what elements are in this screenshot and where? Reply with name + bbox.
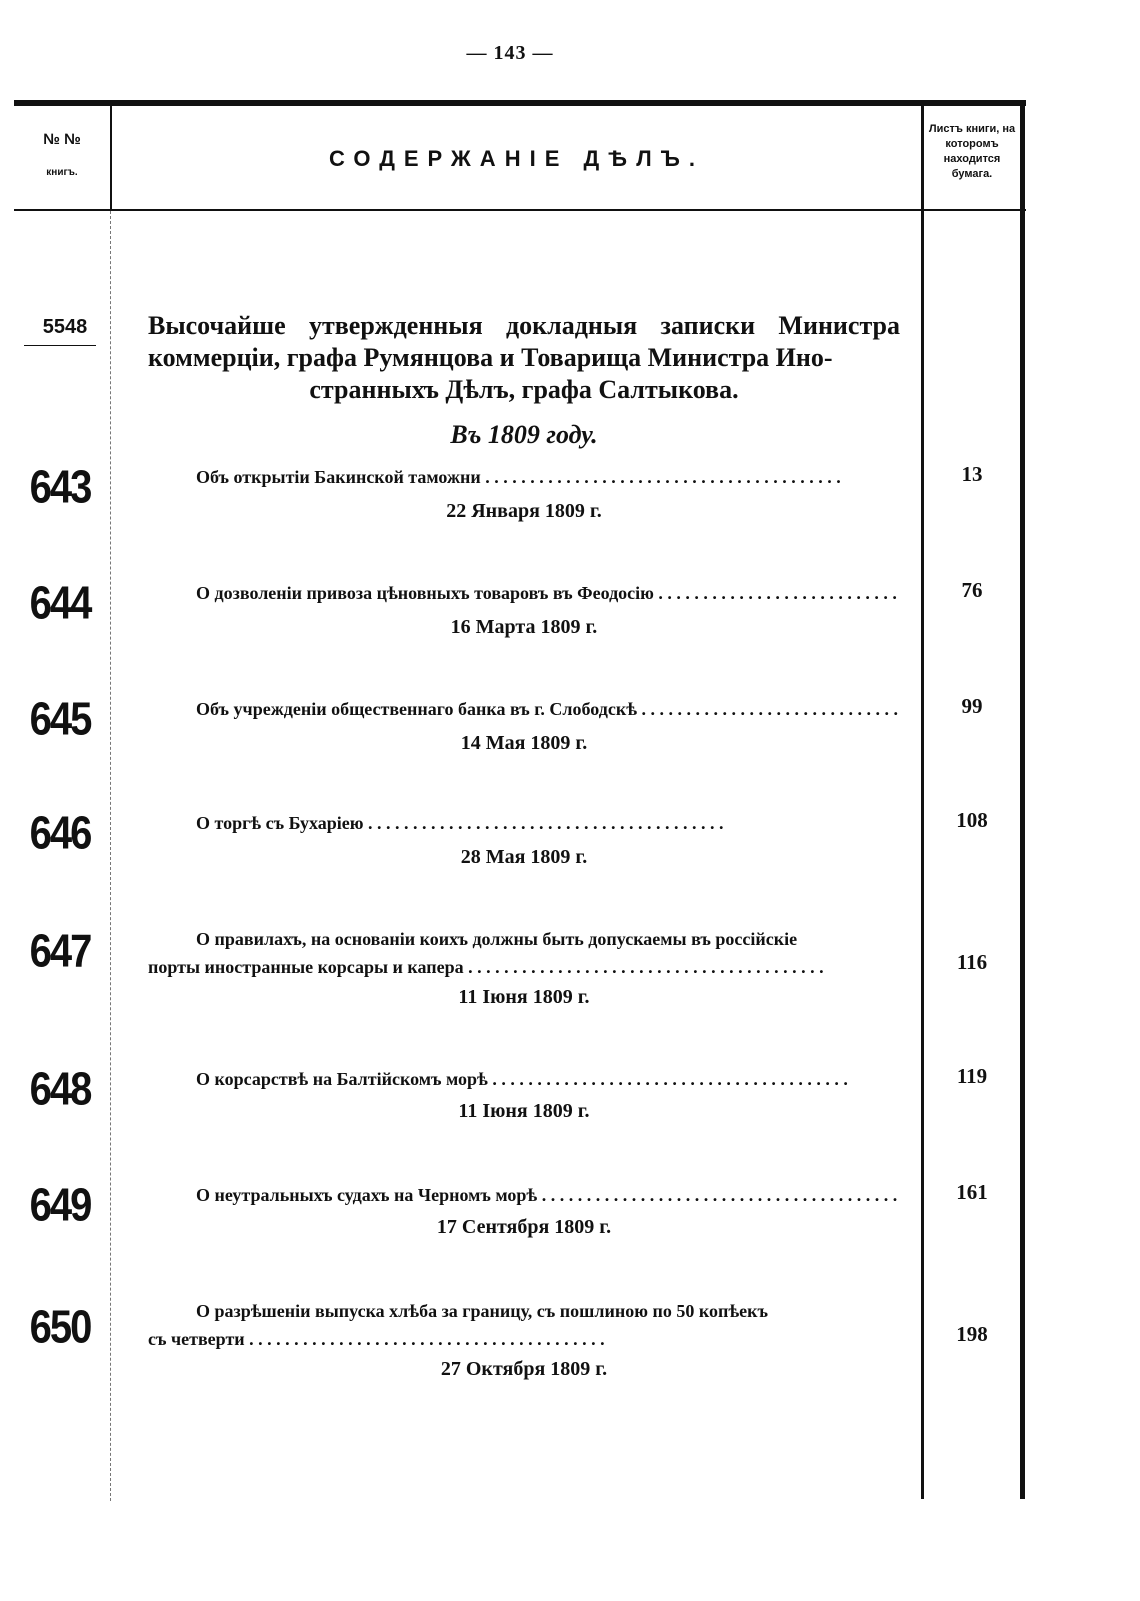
entry-sheet: 13	[961, 462, 983, 486]
entry-650	[0, 1296, 1140, 1396]
section-heading-line2: странныхъ Дѣлъ, графа Салтыкова.	[309, 375, 739, 404]
entry-sheet: 161	[956, 1180, 988, 1204]
entry-number: 645	[29, 694, 91, 745]
entry-number: 647	[29, 926, 91, 977]
header-number-column	[14, 130, 110, 180]
entry-date: 11 Іюня 1809 г.	[458, 986, 590, 1008]
entry-date: 28 Мая 1809 г.	[460, 846, 588, 868]
entry-date: 22 Января 1809 г.	[446, 500, 602, 522]
header-number-label: № №	[43, 131, 81, 148]
entry-648	[0, 1064, 1140, 1174]
entry-645	[0, 694, 1140, 804]
entry-title: О торгѣ съ Бухаріею . . .	[148, 808, 900, 838]
entry-sheet: 108	[956, 808, 988, 832]
year-heading: Въ 1809 году.	[450, 420, 598, 449]
book-number-underline	[24, 345, 96, 346]
section-heading	[148, 310, 900, 406]
top-rule	[14, 100, 1026, 106]
entry-date: 11 Іюня 1809 г.	[458, 1100, 590, 1122]
entry-title-line2: порты иностранные корсары и капера . . .	[148, 952, 900, 982]
entry-number: 650	[29, 1302, 91, 1353]
entry-sheet: 116	[956, 950, 988, 974]
entry-646	[0, 808, 1140, 918]
entry-title: Объ открытіи Бакинской таможни . . .	[148, 462, 900, 492]
book-number: 5548	[42, 316, 88, 338]
entry-647	[0, 924, 1140, 1024]
entry-sheet: 119	[956, 1064, 988, 1088]
entry-title: О неутральныхъ судахъ на Черномъ морѣ . . .	[148, 1180, 900, 1210]
section-heading-line1: Высочайше утвержденныя докладныя записки Министра коммерціи, графа Румянцова и Товарища Министра Ино-	[148, 311, 900, 372]
entry-title-line1: О разрѣшеніи выпуска хлѣба за границу, съ пошлиною по 50 копѣекъ	[196, 1301, 768, 1321]
entry-643	[0, 462, 1140, 572]
entry-number: 643	[29, 462, 91, 513]
entry-sheet: 198	[956, 1322, 988, 1346]
header-number-sublabel: книгъ.	[46, 167, 78, 179]
entry-number: 648	[29, 1064, 91, 1115]
entry-649	[0, 1180, 1140, 1290]
entry-title-line2: съ четверти . . .	[148, 1324, 900, 1354]
entry-date: 14 Мая 1809 г.	[460, 732, 588, 754]
header-content-column: СОДЕРЖАНІЕ ДѢЛЪ.	[329, 146, 704, 171]
entry-644	[0, 578, 1140, 688]
entry-title: О дозволеніи привоза цѣновныхъ товаровъ въ Феодосію . . .	[148, 578, 900, 608]
header-bottom-rule	[14, 209, 1026, 211]
entry-number: 649	[29, 1180, 91, 1231]
page-number: — 143 —	[466, 42, 554, 64]
entry-sheet: 99	[961, 694, 983, 718]
entry-date: 16 Марта 1809 г.	[450, 616, 598, 638]
entry-date: 17 Сентября 1809 г.	[436, 1216, 612, 1238]
entry-number: 646	[29, 808, 91, 859]
entry-title: О корсарствѣ на Балтійскомъ морѣ . . .	[148, 1064, 900, 1094]
entry-sheet: 76	[961, 578, 983, 602]
entry-title-line1: О правилахъ, на основаніи коихъ должны быть допускаемы въ россійскіе	[196, 929, 798, 949]
entry-title: Объ учрежденіи общественнаго банка въ г. Слободскѣ . . .	[148, 694, 900, 724]
entry-date: 27 Октября 1809 г.	[440, 1358, 608, 1380]
entry-number: 644	[29, 578, 91, 629]
header-sheet-column: Листъ книги, на которомъ находится бумага.	[928, 123, 1016, 180]
